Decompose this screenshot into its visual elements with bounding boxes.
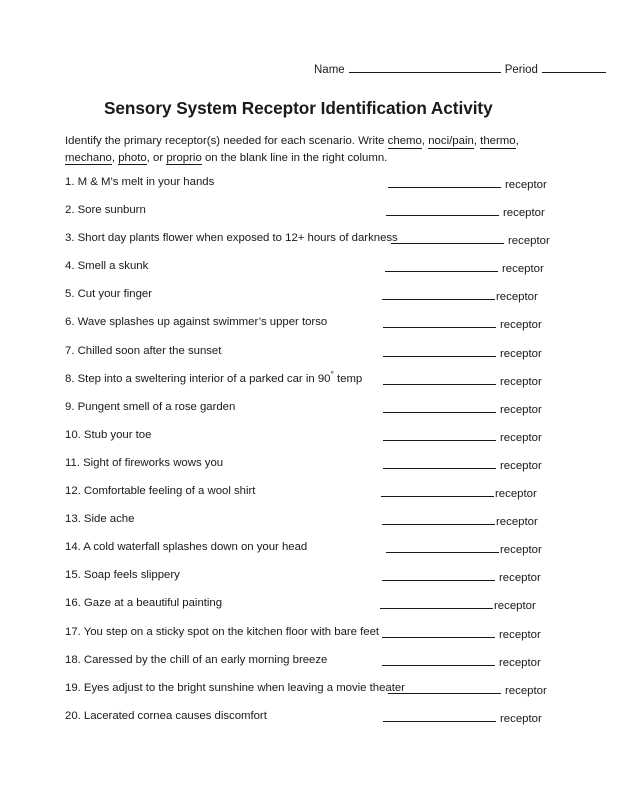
answer-unit-label: receptor	[495, 488, 537, 501]
question-row	[0, 457, 618, 485]
question-row	[0, 288, 618, 316]
answer-unit-label: receptor	[505, 684, 547, 697]
question-text: 2. Sore sunburn	[65, 204, 146, 217]
answer-blank-line[interactable]	[382, 288, 495, 300]
answer-blank-line[interactable]	[383, 373, 496, 385]
term-chemo: chemo	[387, 135, 422, 147]
page-title: Sensory System Receptor Identification Activity	[104, 98, 493, 118]
answer-field	[382, 626, 541, 641]
answer-field	[382, 288, 538, 303]
question-row	[0, 401, 618, 429]
question-text: 10. Stub your toe	[65, 428, 152, 441]
answer-unit-label: receptor	[494, 600, 536, 613]
period-blank-line[interactable]	[542, 61, 606, 73]
question-text: 8. Step into a sweltering interior of a parked car in 90° temp	[65, 368, 363, 385]
question-list	[0, 176, 618, 738]
question-text: 6. Wave splashes up against swimmer’s upper torso	[65, 316, 328, 329]
question-row	[0, 541, 618, 569]
question-row	[0, 682, 618, 710]
question-text: 7. Chilled soon after the sunset	[65, 344, 222, 357]
answer-unit-label: receptor	[503, 207, 545, 220]
answer-blank-line[interactable]	[383, 401, 496, 413]
answer-field	[386, 204, 545, 219]
answer-unit-label: receptor	[500, 403, 542, 416]
name-blank-line[interactable]	[349, 61, 501, 73]
question-row	[0, 513, 618, 541]
answer-unit-label: receptor	[500, 544, 542, 557]
question-row	[0, 654, 618, 682]
question-text: 3. Short day plants flower when exposed to 12+ hours of darkness	[65, 232, 398, 245]
question-text: 19. Eyes adjust to the bright sunshine when leaving a movie theater	[65, 681, 405, 694]
answer-unit-label: receptor	[499, 628, 541, 641]
question-row	[0, 485, 618, 513]
period-label: Period	[504, 64, 538, 76]
sep-4: ,	[111, 151, 119, 164]
question-text: 5. Cut your finger	[65, 288, 153, 301]
answer-field	[381, 485, 537, 500]
answer-unit-label: receptor	[502, 263, 544, 276]
answer-field	[382, 569, 541, 584]
question-row	[0, 626, 618, 654]
question-text: 4. Smell a skunk	[65, 260, 149, 273]
term-noci-pain: noci/pain	[428, 135, 474, 147]
answer-blank-line[interactable]	[382, 654, 495, 666]
answer-unit-label: receptor	[499, 572, 541, 585]
answer-field	[382, 513, 538, 528]
answer-blank-line[interactable]	[383, 710, 496, 722]
answer-unit-label: receptor	[496, 291, 538, 304]
answer-unit-label: receptor	[500, 712, 542, 725]
instructions-tail: on the blank line in the right column.	[201, 151, 388, 164]
answer-field	[383, 457, 542, 472]
question-row	[0, 710, 618, 738]
answer-blank-line[interactable]	[383, 316, 496, 328]
answer-field	[388, 176, 547, 191]
answer-blank-line[interactable]	[386, 204, 499, 216]
answer-unit-label: receptor	[500, 375, 542, 388]
instructions-lead: Identify the primary receptor(s) needed for each scenario. Write	[65, 135, 388, 147]
question-row	[0, 316, 618, 344]
answer-blank-line[interactable]	[391, 232, 504, 244]
question-text: 1. M & M’s melt in your hands	[65, 176, 215, 188]
question-row	[0, 232, 618, 260]
answer-field	[386, 541, 542, 556]
term-mechano: mechano	[65, 151, 112, 164]
answer-unit-label: receptor	[500, 431, 542, 444]
question-text: 11. Sight of fireworks wows you	[65, 456, 224, 469]
instructions-paragraph	[65, 133, 557, 166]
answer-unit-label: receptor	[500, 319, 542, 332]
answer-unit-label: receptor	[505, 179, 547, 191]
answer-unit-label: receptor	[496, 516, 538, 529]
answer-field	[380, 597, 536, 612]
answer-unit-label: receptor	[500, 347, 542, 360]
question-text: 9. Pungent smell of a rose garden	[65, 400, 236, 413]
question-row	[0, 429, 618, 457]
term-proprio: proprio	[166, 151, 202, 164]
question-row	[0, 597, 618, 625]
answer-blank-line[interactable]	[383, 429, 496, 441]
question-text: 12. Comfortable feeling of a wool shirt	[65, 485, 256, 498]
question-text: 20. Lacerated cornea causes discomfort	[65, 709, 267, 722]
answer-blank-line[interactable]	[386, 541, 499, 553]
question-text: 17. You step on a sticky spot on the kitchen floor with bare feet	[65, 625, 380, 638]
answer-blank-line[interactable]	[382, 626, 495, 638]
question-text: 13. Side ache	[65, 513, 135, 526]
answer-field	[388, 682, 547, 697]
answer-field	[383, 345, 542, 360]
answer-unit-label: receptor	[499, 656, 541, 669]
answer-blank-line[interactable]	[382, 569, 495, 581]
answer-blank-line[interactable]	[388, 682, 501, 694]
sep-2: ,	[473, 135, 481, 147]
answer-field	[383, 429, 542, 444]
question-row	[0, 368, 618, 401]
question-text: 14. A cold waterfall splashes down on your head	[65, 541, 308, 554]
question-text: 16. Gaze at a beautiful painting	[65, 597, 223, 610]
name-label: Name	[314, 64, 345, 76]
answer-field	[391, 232, 550, 247]
term-thermo: thermo	[480, 135, 516, 147]
answer-blank-line[interactable]	[383, 457, 496, 469]
answer-field	[382, 654, 541, 669]
name-period-header	[314, 61, 606, 76]
answer-blank-line[interactable]	[385, 260, 498, 272]
question-row	[0, 260, 618, 288]
question-text: 15. Soap feels slippery	[65, 569, 180, 582]
answer-blank-line[interactable]	[388, 176, 501, 188]
term-photo: photo	[118, 151, 147, 164]
answer-blank-line[interactable]	[381, 485, 494, 497]
question-row	[0, 345, 618, 373]
answer-blank-line[interactable]	[380, 597, 493, 609]
question-row	[0, 569, 618, 597]
answer-field	[383, 710, 542, 725]
question-row	[0, 176, 618, 204]
degree-symbol: °	[330, 368, 334, 379]
answer-unit-label: receptor	[508, 235, 550, 248]
question-row	[0, 204, 618, 232]
answer-field	[385, 260, 544, 275]
answer-unit-label: receptor	[500, 459, 542, 472]
sep-1: ,	[421, 135, 429, 147]
sep-5: , or	[146, 151, 167, 164]
answer-field	[383, 316, 542, 331]
answer-blank-line[interactable]	[382, 513, 495, 525]
question-text: 18. Caressed by the chill of an early morning breeze	[65, 653, 328, 666]
answer-field	[383, 401, 542, 416]
sep-3: ,	[515, 135, 519, 147]
answer-field	[383, 373, 542, 388]
answer-blank-line[interactable]	[383, 345, 496, 357]
